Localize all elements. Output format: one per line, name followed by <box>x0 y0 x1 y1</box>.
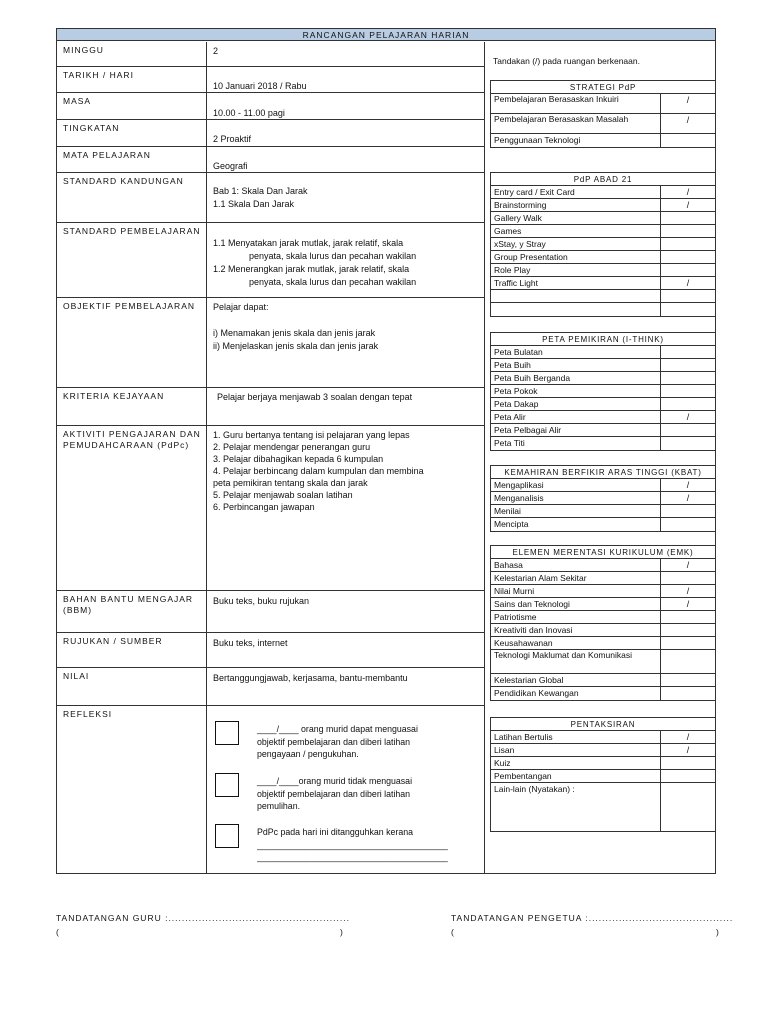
emk-row-label: Kreativiti dan Inovasi <box>491 624 661 636</box>
strategi-title: STRATEGI PdP <box>491 81 715 94</box>
emk-row <box>491 572 715 585</box>
ithink-row <box>491 385 715 398</box>
strategi-row-label: Pembelajaran Berasaskan Masalah <box>491 114 661 133</box>
abad21-row-mark[interactable] <box>661 238 715 250</box>
emk-row-mark[interactable] <box>661 674 715 686</box>
abad21-table <box>490 172 716 317</box>
pentaksiran-row-label: Lisan <box>491 744 661 756</box>
abad21-row-label: Brainstorming <box>491 199 661 211</box>
teacher-name-close: ) <box>340 927 344 937</box>
value-bbm-cell <box>207 591 485 633</box>
abad21-row <box>491 277 715 290</box>
abad21-row <box>491 199 715 212</box>
abad21-row-mark[interactable]: / <box>686 187 690 197</box>
ithink-row <box>491 372 715 385</box>
emk-row <box>491 598 715 611</box>
value-aktiviti-cell <box>207 426 485 591</box>
objektif-line: i) Menamakan jenis skala dan jenis jarak <box>213 328 376 338</box>
abad21-row-mark[interactable] <box>661 212 715 224</box>
pentaksiran-row-mark[interactable]: / <box>686 732 690 742</box>
abad21-row-label <box>491 303 661 316</box>
kbat-row <box>491 492 715 505</box>
kbat-row <box>491 479 715 492</box>
emk-row-label: Nilai Murni <box>491 585 661 597</box>
emk-row-mark[interactable] <box>661 650 715 673</box>
teacher-name-open: ( <box>56 927 60 937</box>
value-masa-cell <box>207 93 485 120</box>
label-tingkatan: TINGKATAN <box>57 120 207 147</box>
ithink-row <box>491 411 715 424</box>
emk-row <box>491 650 715 674</box>
label-kriteria: KRITERIA KEJAYAAN <box>57 388 207 426</box>
objektif-line: ii) Menjelaskan jenis skala dan jenis jarak <box>213 341 379 351</box>
label-objektif: OBJEKTIF PEMBELAJARAN <box>57 298 207 388</box>
reflection-text-3 <box>257 826 467 864</box>
pentaksiran-row <box>491 783 715 831</box>
emk-row <box>491 637 715 650</box>
standard-pembelajaran-line: penyata, skala lurus dan pecahan wakilan <box>249 277 417 287</box>
abad21-row-mark[interactable]: / <box>686 278 690 288</box>
strategi-row <box>491 94 715 114</box>
aktiviti-line: 4. Pelajar berbincang dalam kumpulan dan membina <box>213 466 424 476</box>
ithink-table <box>490 332 716 451</box>
emk-row <box>491 585 715 598</box>
pentaksiran-row-mark[interactable]: / <box>686 745 690 755</box>
standard-kandungan-line: 1.1 Skala Dan Jarak <box>213 199 295 209</box>
kbat-row <box>491 518 715 531</box>
pentaksiran-row <box>491 770 715 783</box>
value-mata-pelajaran: Geografi <box>213 161 248 171</box>
emk-row-mark[interactable] <box>661 637 715 649</box>
label-minggu: MINGGU <box>57 42 207 67</box>
abad21-row-label: Gallery Walk <box>491 212 661 224</box>
value-standard-pembelajaran-cell <box>207 223 485 298</box>
emk-row-label: Keusahawanan <box>491 637 661 649</box>
abad21-row-label: xStay, y Stray <box>491 238 661 250</box>
emk-row-mark[interactable] <box>661 572 715 584</box>
kbat-row-mark[interactable] <box>661 518 715 531</box>
ithink-row-mark[interactable] <box>661 424 715 436</box>
value-mata-pelajaran-cell <box>207 147 485 173</box>
objektif-intro: Pelajar dapat: <box>213 302 269 312</box>
principal-signature: TANDATANGAN PENGETUA :........................................... <box>451 913 734 923</box>
reflection-line: objektif pembelajaran dan diberi latihan <box>257 788 411 799</box>
emk-row-mark[interactable] <box>661 624 715 636</box>
aktiviti-line: 5. Pelajar menjawab soalan latihan <box>213 490 353 500</box>
emk-row-label: Teknologi Maklumat dan Komunikasi <box>491 650 661 673</box>
standard-pembelajaran-line: 1.1 Menyatakan jarak mutlak, jarak relatif, skala <box>213 238 404 248</box>
reflection-blank-line: _______________________________________ <box>257 839 448 850</box>
kbat-row-label: Menilai <box>491 505 661 517</box>
ithink-row-label: Peta Titi <box>491 437 661 450</box>
strategi-row-label: Penggunaan Teknologi <box>491 134 661 147</box>
emk-title: ELEMEN MERENTASI KURIKULUM (EMK) <box>491 546 715 559</box>
kbat-title: KEMAHIRAN BERFIKIR ARAS TINGGI (KBAT) <box>491 466 715 479</box>
aktiviti-line: peta pemikiran tentang skala dan jarak <box>213 478 368 488</box>
abad21-row-label <box>491 290 661 302</box>
aktiviti-line: 6. Perbincangan jawapan <box>213 502 315 512</box>
ithink-row-mark[interactable] <box>661 385 715 397</box>
value-kriteria-cell <box>207 388 485 426</box>
kbat-row <box>491 505 715 518</box>
aktiviti-line: 3. Pelajar dibahagikan kepada 6 kumpulan <box>213 454 384 464</box>
lesson-plan-form <box>56 28 716 874</box>
pentaksiran-row-label: Kuiz <box>491 757 661 769</box>
value-refleksi-cell <box>207 706 485 873</box>
abad21-row-mark[interactable] <box>661 251 715 263</box>
abad21-row <box>491 225 715 238</box>
aktiviti-line: 2. Pelajar mendengar penerangan guru <box>213 442 371 452</box>
ithink-row-label: Peta Pokok <box>491 385 661 397</box>
label-bbm: BAHAN BANTU MENGAJAR (BBM) <box>57 591 207 633</box>
ithink-row-mark[interactable] <box>661 346 715 358</box>
principal-name-close: ) <box>716 927 720 937</box>
abad21-row-label: Role Play <box>491 264 661 276</box>
value-tarikh-cell <box>207 67 485 93</box>
emk-row-label: Patriotisme <box>491 611 661 623</box>
value-nilai: Bertanggungjawab, kerjasama, bantu-membantu <box>213 673 408 683</box>
label-aktiviti: AKTIVITI PENGAJARAN DAN PEMUDAHCARAAN (PdPc) <box>57 426 207 591</box>
pentaksiran-row <box>491 731 715 744</box>
strategi-row <box>491 114 715 134</box>
emk-row-label: Kelestarian Global <box>491 674 661 686</box>
label-standard-kandungan: STANDARD KANDUNGAN <box>57 173 207 223</box>
label-standard-pembelajaran: STANDARD PEMBELAJARAN <box>57 223 207 298</box>
value-minggu: 2 <box>213 46 219 56</box>
ithink-row-label: Peta Alir <box>491 411 661 423</box>
kbat-row-mark[interactable]: / <box>686 480 690 490</box>
reflection-line: pemulihan. <box>257 801 301 811</box>
ithink-row-label: Peta Buih Berganda <box>491 372 661 384</box>
abad21-row-label: Entry card / Exit Card <box>491 186 661 198</box>
emk-row-mark[interactable] <box>661 611 715 623</box>
ithink-row-mark[interactable]: / <box>686 412 690 422</box>
pentaksiran-row-mark[interactable] <box>661 770 715 782</box>
emk-row <box>491 674 715 687</box>
pentaksiran-table <box>490 717 716 832</box>
abad21-row-mark[interactable] <box>661 303 715 316</box>
reflection-line: objektif pembelajaran dan diberi latihan <box>257 736 411 747</box>
label-rujukan: RUJUKAN / SUMBER <box>57 633 207 668</box>
pentaksiran-row <box>491 744 715 757</box>
standard-kandungan-line: Bab 1: Skala Dan Jarak <box>213 186 308 196</box>
abad21-row-mark[interactable] <box>661 264 715 276</box>
ithink-row-label: Peta Buih <box>491 359 661 371</box>
principal-name-open: ( <box>451 927 455 937</box>
value-rujukan: Buku teks, internet <box>213 638 288 648</box>
emk-row-label: Kelestarian Alam Sekitar <box>491 572 661 584</box>
pentaksiran-row-label: Latihan Bertulis <box>491 731 661 743</box>
reflection-line: ____/____orang murid tidak menguasai <box>257 776 413 786</box>
abad21-row-label: Games <box>491 225 661 237</box>
teacher-signature: TANDATANGAN GURU :...................................................... <box>56 913 350 923</box>
ithink-row-mark[interactable] <box>661 437 715 450</box>
label-tarikh: TARIKH / HARI <box>57 67 207 93</box>
form-title: RANCANGAN PELAJARAN HARIAN <box>57 29 715 41</box>
strategi-row-mark[interactable]: / <box>686 115 690 125</box>
abad21-row <box>491 251 715 264</box>
value-kriteria: Pelajar berjaya menjawab 3 soalan dengan tepat <box>217 392 413 402</box>
abad21-row <box>491 303 715 316</box>
emk-row-mark[interactable]: / <box>686 586 690 596</box>
abad21-row <box>491 264 715 277</box>
reflection-checkbox-1[interactable] <box>215 721 239 745</box>
ithink-title: PETA PEMIKIRAN (I-THINK) <box>491 333 715 346</box>
abad21-title: PdP ABAD 21 <box>491 173 715 186</box>
value-tingkatan-cell <box>207 120 485 147</box>
pentaksiran-row <box>491 757 715 770</box>
strategi-row-label: Pembelajaran Berasaskan Inkuiri <box>491 94 661 113</box>
ithink-row <box>491 359 715 372</box>
reflection-checkbox-3[interactable] <box>215 824 239 848</box>
kbat-row-mark[interactable] <box>661 505 715 517</box>
ithink-row-label: Peta Bulatan <box>491 346 661 358</box>
pentaksiran-row-label: Pembentangan <box>491 770 661 782</box>
ithink-row-mark[interactable] <box>661 359 715 371</box>
strategi-row-mark[interactable]: / <box>686 95 690 105</box>
value-tingkatan: 2 Proaktif <box>213 134 252 144</box>
abad21-row <box>491 290 715 303</box>
pentaksiran-row-label: Lain-lain (Nyatakan) : <box>491 783 661 831</box>
emk-row-label: Bahasa <box>491 559 661 571</box>
instruction-text: Tandakan (/) pada ruangan berkenaan. <box>493 56 640 66</box>
ithink-row <box>491 424 715 437</box>
aktiviti-line: 1. Guru bertanya tentang isi pelajaran yang lepas <box>213 430 410 440</box>
value-nilai-cell <box>207 668 485 706</box>
value-objektif-cell <box>207 298 485 388</box>
value-minggu-cell <box>207 42 485 67</box>
reflection-text-1 <box>257 723 462 761</box>
abad21-row-label: Group Presentation <box>491 251 661 263</box>
reflection-line: PdPc pada hari ini ditangguhkan kerana <box>257 827 414 837</box>
ithink-row <box>491 346 715 359</box>
ithink-row <box>491 398 715 411</box>
emk-row <box>491 687 715 700</box>
ithink-row-mark[interactable] <box>661 372 715 384</box>
label-refleksi: REFLEKSI <box>57 706 207 873</box>
pentaksiran-row-mark[interactable] <box>661 783 715 831</box>
emk-row <box>491 611 715 624</box>
reflection-line: ____/____ orang murid dapat menguasai <box>257 724 418 734</box>
emk-row-label: Pendidikan Kewangan <box>491 687 661 700</box>
kbat-row-label: Menganalisis <box>491 492 661 504</box>
abad21-row-mark[interactable] <box>661 225 715 237</box>
ithink-row-label: Peta Pelbagai Alir <box>491 424 661 436</box>
strategi-row <box>491 134 715 147</box>
reflection-checkbox-2[interactable] <box>215 773 239 797</box>
pentaksiran-row-mark[interactable] <box>661 757 715 769</box>
reflection-blank-line: _______________________________________ <box>257 852 448 862</box>
strategi-row-mark[interactable] <box>661 134 715 147</box>
kbat-row-mark[interactable]: / <box>686 493 690 503</box>
kbat-row-label: Mengaplikasi <box>491 479 661 491</box>
value-rujukan-cell <box>207 633 485 668</box>
reflection-text-2 <box>257 775 462 813</box>
ithink-row-label: Peta Dakap <box>491 398 661 410</box>
emk-row <box>491 559 715 572</box>
abad21-row-mark[interactable]: / <box>686 200 690 210</box>
value-standard-kandungan-cell <box>207 173 485 223</box>
abad21-row <box>491 238 715 251</box>
value-masa: 10.00 - 11.00 pagi <box>213 108 285 118</box>
label-mata-pelajaran: MATA PELAJARAN <box>57 147 207 173</box>
reflection-line: pengayaan / pengukuhan. <box>257 749 359 759</box>
strategi-table <box>490 80 716 148</box>
abad21-row-label: Traffic Light <box>491 277 661 289</box>
ithink-row <box>491 437 715 450</box>
emk-row <box>491 624 715 637</box>
abad21-row-mark[interactable] <box>661 290 715 302</box>
emk-row-mark[interactable]: / <box>686 560 690 570</box>
abad21-row <box>491 186 715 199</box>
standard-pembelajaran-line: 1.2 Menerangkan jarak mutlak, jarak relatif, skala <box>213 264 410 274</box>
label-masa: MASA <box>57 93 207 120</box>
ithink-row-mark[interactable] <box>661 398 715 410</box>
label-nilai: NILAI <box>57 668 207 706</box>
kbat-row-label: Mencipta <box>491 518 661 531</box>
emk-row-mark[interactable]: / <box>686 599 690 609</box>
pentaksiran-title: PENTAKSIRAN <box>491 718 715 731</box>
emk-table <box>490 545 716 701</box>
emk-row-mark[interactable] <box>661 687 715 700</box>
value-bbm: Buku teks, buku rujukan <box>213 596 310 606</box>
kbat-table <box>490 465 716 532</box>
emk-row-label: Sains dan Teknologi <box>491 598 661 610</box>
abad21-row <box>491 212 715 225</box>
standard-pembelajaran-line: penyata, skala lurus dan pecahan wakilan <box>249 251 417 261</box>
value-tarikh: 10 Januari 2018 / Rabu <box>213 81 307 91</box>
